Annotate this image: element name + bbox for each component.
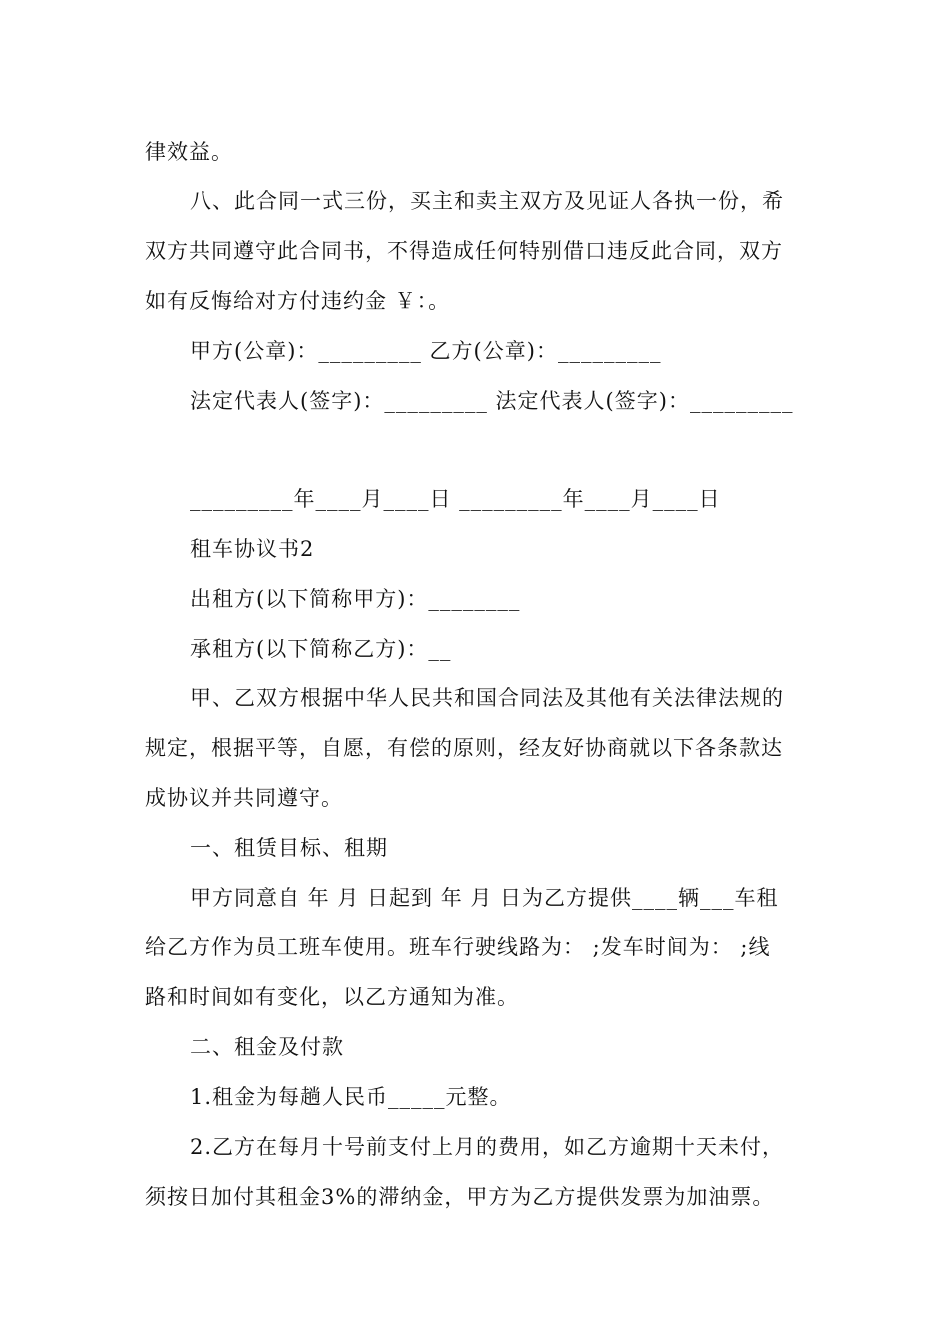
text-line: 甲、乙双方根据中华人民共和国合同法及其他有关法律法规的 (190, 686, 784, 710)
clause-heading: 一、租赁目标、租期 (190, 836, 388, 860)
text-line: 如有反悔给对方付违约金 ￥：。 (145, 289, 451, 313)
text-line: 成协议并共同遵守。 (145, 786, 343, 810)
text-line: 甲方同意自 年 月 日起到 年 月 日为乙方提供____辆___车租 (190, 886, 779, 910)
text-line: 2.乙方在每月十号前支付上月的费用，如乙方逾期十天未付， (190, 1135, 785, 1159)
date-line: _________年____月____日 _________年____月____日 (190, 487, 721, 511)
clause-heading: 二、租金及付款 (190, 1035, 344, 1059)
text-line: 八、此合同一式三份，买主和卖主双方及见证人各执一份，希 (190, 189, 784, 213)
text-line: 1.租金为每趟人民币_____元整。 (190, 1085, 512, 1109)
signature-line: 法定代表人(签字)：_________ 法定代表人(签字)：_________ (190, 389, 794, 413)
text-line: 双方共同遵守此合同书，不得造成任何特别借口违反此合同，双方 (145, 239, 783, 263)
text-line: 给乙方作为员工班车使用。班车行驶线路为： ;发车时间为： ;线 (145, 935, 771, 959)
section-title: 租车协议书2 (190, 537, 315, 561)
text-line: 须按日加付其租金3%的滞纳金，甲方为乙方提供发票为加油票。 (145, 1185, 775, 1209)
text-line: 律效益。 (145, 140, 233, 164)
text-line: 承租方(以下简称乙方)：__ (190, 637, 452, 661)
text-line: 路和时间如有变化，以乙方通知为准。 (145, 985, 519, 1009)
text-line: 出租方(以下简称甲方)：________ (190, 587, 521, 611)
signature-line: 甲方(公章)：_________ 乙方(公章)：_________ (190, 339, 662, 363)
text-line: 规定，根据平等，自愿，有偿的原则，经友好协商就以下各条款达 (145, 736, 783, 760)
